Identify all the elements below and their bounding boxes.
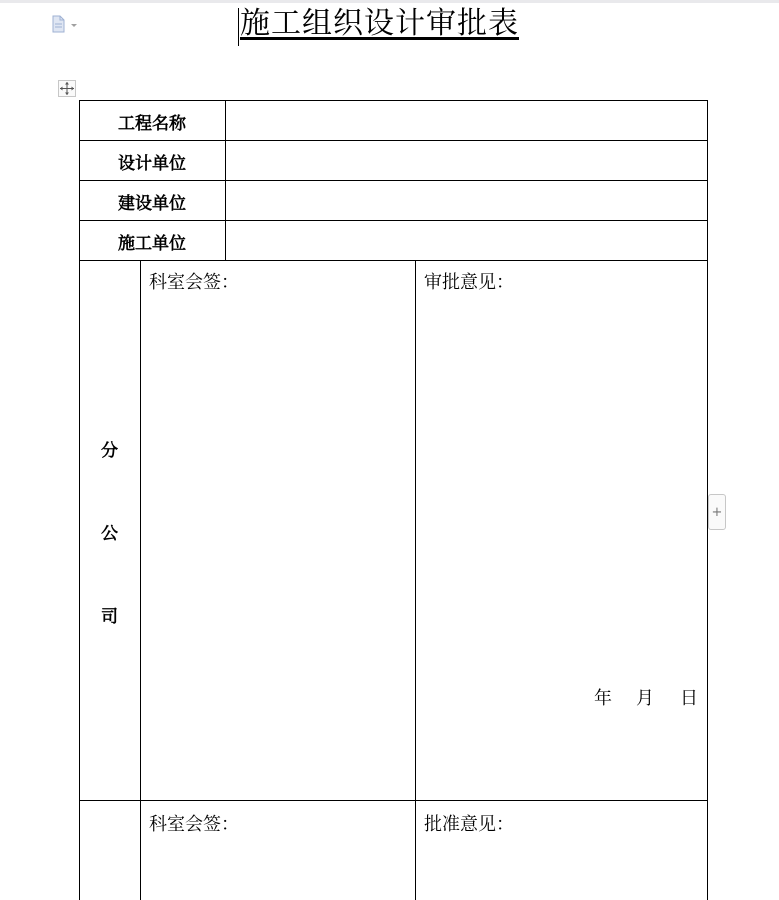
date-month-label: 月 — [636, 688, 654, 709]
table-row-divider — [79, 220, 708, 221]
construction-owner-field[interactable] — [235, 189, 695, 211]
design-unit-label: 设计单位 — [118, 154, 186, 174]
design-unit-field[interactable] — [235, 149, 695, 171]
text-cursor — [238, 8, 239, 46]
table-border-left — [79, 100, 80, 900]
table-row-divider — [79, 800, 708, 801]
date-day-label: 日 — [680, 688, 698, 709]
table-row-divider — [79, 140, 708, 141]
project-name-field[interactable] — [235, 109, 695, 131]
branch-company-char-1: 分 — [101, 441, 118, 461]
add-column-button[interactable] — [708, 494, 726, 530]
page-title: 施工组织设计审批表 — [240, 6, 519, 41]
branch-company-char-3: 司 — [101, 607, 118, 627]
plus-icon: + — [711, 504, 723, 520]
project-name-label: 工程名称 — [118, 114, 186, 134]
contractor-label: 施工单位 — [118, 234, 186, 254]
table-move-handle[interactable] — [58, 80, 76, 97]
table-row-divider — [79, 260, 708, 261]
table-row-divider — [79, 180, 708, 181]
table-column-divider — [140, 260, 141, 900]
table-border-right — [707, 100, 708, 900]
date-year-label: 年 — [594, 688, 612, 709]
document-menu-icon[interactable] — [51, 15, 81, 35]
department-countersign-label: 科室会签： — [149, 272, 239, 293]
top-border — [0, 0, 779, 3]
table-column-divider — [415, 260, 416, 900]
approval-opinion-label: 批准意见： — [424, 814, 514, 835]
department-countersign-label-2: 科室会签： — [149, 814, 239, 835]
branch-company-char-2: 公 — [101, 524, 118, 544]
move-arrows-icon — [59, 81, 75, 96]
contractor-field[interactable] — [235, 229, 695, 251]
table-column-divider — [225, 100, 226, 260]
review-opinion-label: 审批意见： — [424, 272, 514, 293]
table-border-top — [79, 100, 708, 101]
approval-form-table — [79, 100, 708, 900]
construction-owner-label: 建设单位 — [118, 194, 186, 214]
